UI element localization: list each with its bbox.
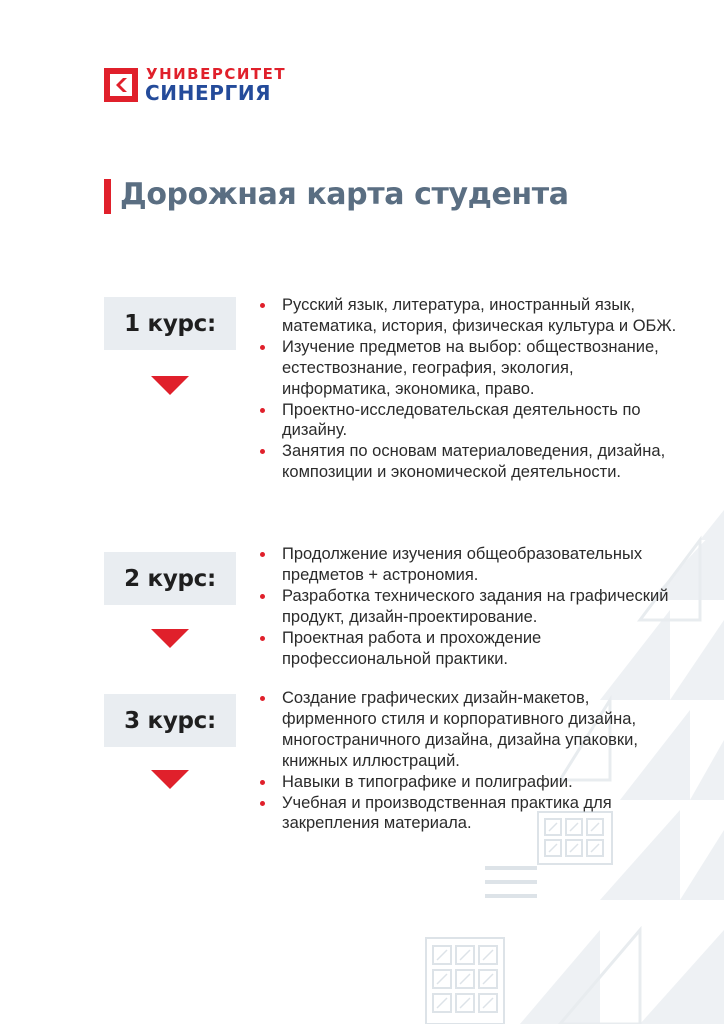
list-item: Занятия по основам материаловедения, дизайна, композиции и экономической деятельности. — [258, 441, 678, 483]
synergy-logo-icon — [104, 68, 138, 102]
list-item: Продолжение изучения общеобразовательных предметов + астрономия. — [258, 544, 678, 586]
arrow-down-icon — [151, 629, 189, 648]
arrow-down-icon — [151, 376, 189, 395]
list-item: Разработка технического задания на графический продукт, дизайн-проектирование. — [258, 586, 678, 628]
list-item: Проектно-исследовательская деятельность по дизайну. — [258, 400, 678, 442]
course-3-list — [258, 688, 678, 834]
course-1-label: 1 курс: — [104, 297, 236, 350]
list-item: Проектная работа и прохождение профессиональной практики. — [258, 628, 678, 670]
title-accent-bar — [104, 179, 111, 214]
logo-text-synergy: СИНЕРГИЯ — [145, 81, 272, 105]
course-3-label: 3 курс: — [104, 694, 236, 747]
list-item: Русский язык, литература, иностранный язык, математика, история, физическая культура и ОБЖ. — [258, 295, 678, 337]
page-title: Дорожная карта студента — [120, 177, 569, 212]
list-item: Навыки в типографике и полиграфии. — [258, 772, 678, 793]
course-2-label: 2 курс: — [104, 552, 236, 605]
course-1-list — [258, 295, 678, 483]
logo-text-university: УНИВЕРСИТЕТ — [146, 65, 287, 83]
course-2-list — [258, 544, 678, 669]
list-item: Создание графических дизайн-макетов, фирменного стиля и корпоративного дизайна, многостраничного дизайна, дизайна упаковки, книжных иллюстраций. — [258, 688, 678, 772]
list-item: Изучение предметов на выбор: обществознание, естествознание, география, экология, информатика, экономика, право. — [258, 337, 678, 400]
arrow-down-icon — [151, 770, 189, 789]
list-item: Учебная и производственная практика для закрепления материала. — [258, 793, 678, 835]
